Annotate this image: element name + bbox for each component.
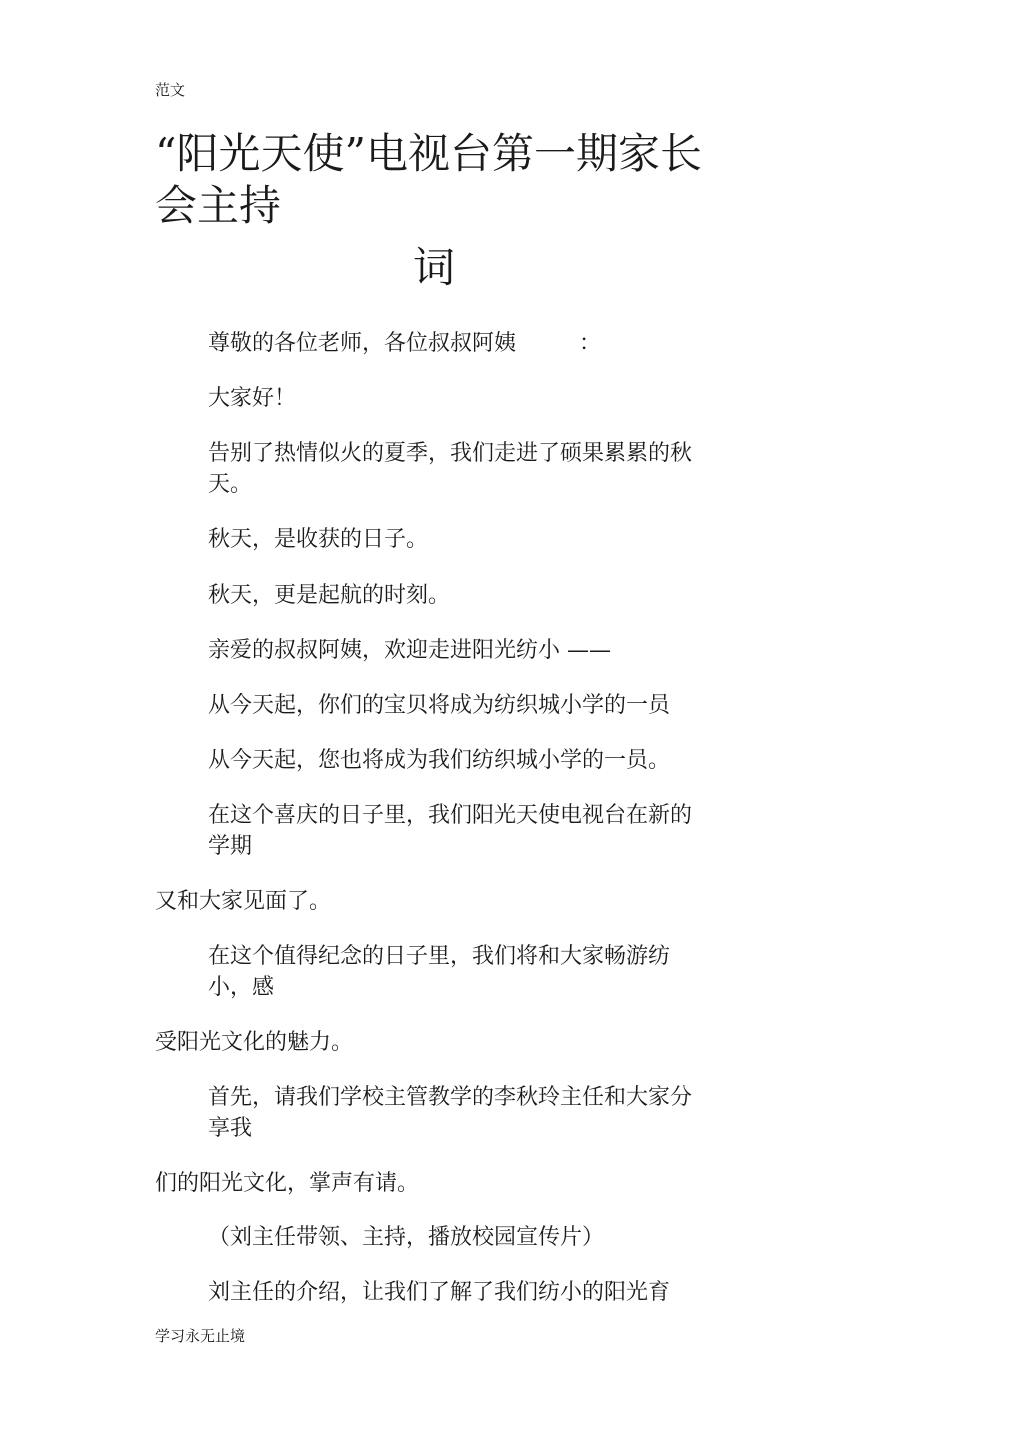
paragraph-meet-again: 又和大家见面了。 — [155, 889, 332, 914]
paragraph-from-today-children: 从今天起，你们的宝贝将成为纺织城小学的一员 — [208, 693, 671, 718]
page-footer-label: 学习永无止境 — [155, 1327, 246, 1345]
paragraph-welcome: 亲爱的叔叔阿姨，欢迎走进阳光纺小 —— — [208, 638, 611, 663]
document-title-continuation: 词 — [413, 243, 456, 292]
document-title: “阳光天使”电视台第一期家长会主持 — [155, 129, 702, 230]
paragraph-from-today-parents: 从今天起，您也将成为我们纺织城小学的一员。 — [208, 748, 671, 773]
paragraph-applause: 们的阳光文化，掌声有请。 — [155, 1171, 420, 1196]
paragraph-autumn-intro: 告别了热情似火的夏季，我们走进了硕果累累的秋天。 — [208, 441, 693, 497]
paragraph-culture-charm: 受阳光文化的魅力。 — [155, 1030, 354, 1055]
page-header-label: 范文 — [155, 81, 186, 99]
paragraph-greeting: 尊敬的各位老师，各位叔叔阿姨 ： — [208, 331, 601, 356]
paragraph-harvest: 秋天，是收获的日子。 — [208, 527, 429, 552]
paragraph-memorable-day: 在这个值得纪念的日子里，我们将和大家畅游纺小，感 — [208, 944, 671, 1000]
paragraph-stage-direction: （刘主任带领、主持，播放校园宣传片） — [208, 1225, 605, 1250]
paragraph-director-intro: 刘主任的介绍，让我们了解了我们纺小的阳光育 — [208, 1280, 671, 1305]
paragraph-first-speaker: 首先，请我们学校主管教学的李秋玲主任和大家分享我 — [208, 1085, 693, 1141]
paragraph-festive-day: 在这个喜庆的日子里，我们阳光天使电视台在新的学期 — [208, 803, 693, 859]
paragraph-voyage: 秋天，更是起航的时刻。 — [208, 583, 451, 608]
paragraph-hello: 大家好！ — [208, 386, 297, 411]
